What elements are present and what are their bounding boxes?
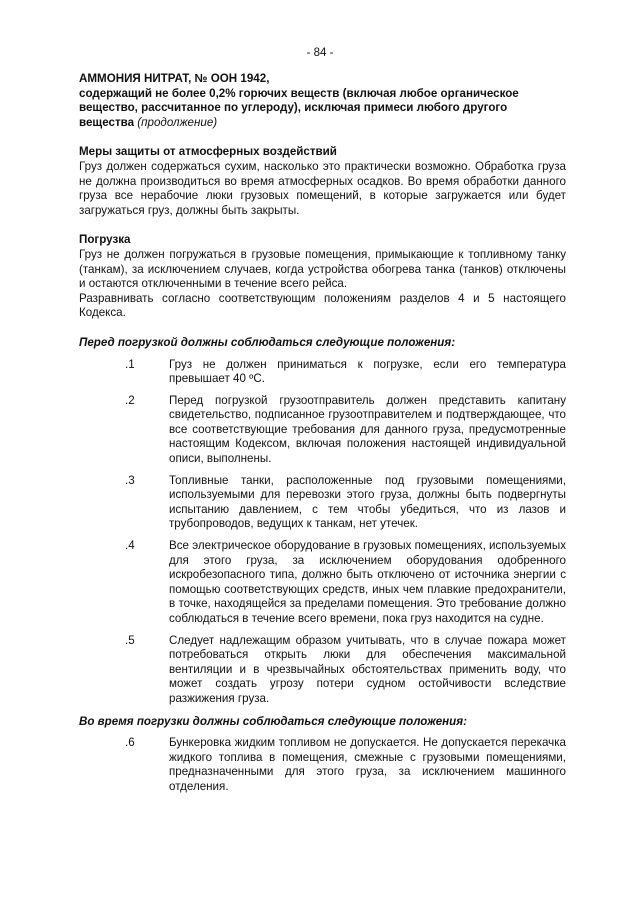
weather-text: Груз должен содержаться сухим, насколько это практически возможно. Обработка груза не должна производиться во время атмосферных осадков. Во время обработки данного груза все нерабочие люки грузовых помещений, в которые загружается или будет загружаться груз, должны быть закрыты. bbox=[79, 159, 566, 217]
item-text: Следует надлежащим образом учитывать, что в случае пожара может потребоваться открыть люки для обеспечения максимальной вентиляции и в чрезвычайных обстоятельствах применить воду, что может создать угрозу потери судном остойчивости вследствие разжижения груза. bbox=[169, 633, 566, 705]
list-item bbox=[79, 539, 566, 627]
item-number: .3 bbox=[125, 473, 135, 487]
weather-heading: Меры защиты от атмосферных воздействий bbox=[79, 145, 337, 159]
weather-section bbox=[79, 145, 566, 218]
list-item bbox=[79, 358, 566, 387]
loading-text-1: Груз не должен погружаться в грузовые помещения, примыкающие к топливному танку (танкам), за исключением случаев, когда устройства обогрева танка (танков) отключены и остаются отключенными в течение всего рейса. bbox=[79, 247, 566, 291]
page-content bbox=[79, 72, 566, 802]
loading-heading: Погрузка bbox=[79, 233, 131, 247]
item-number: .4 bbox=[125, 539, 135, 553]
title-line-4-text: вещества bbox=[79, 115, 135, 129]
list-item bbox=[79, 394, 566, 467]
title-continued: (продолжение) bbox=[137, 115, 218, 129]
during-loading-heading: Во время погрузки должны соблюдаться следующие положения: bbox=[79, 714, 467, 728]
item-text: Перед погрузкой грузоотправитель должен представить капитану свидетельство, подписанное грузоотправителем и подтверждающее, что все соответствующие требования для данного груза, предусмотренные настоящим Кодексом, включая положения настоящей индивидуальной описи, выполнены. bbox=[169, 393, 566, 466]
item-text: Бункеровка жидким топливом не допускается. Не допускается перекачка жидкого топлива в помещения, смежные с грузовыми помещениями, предназначенными для этого груза, за исключением машинного отделения. bbox=[169, 736, 566, 793]
item-text: Все электрическое оборудование в грузовых помещениях, используемых для этого груза, за исключением оборудования одобренного искробезопасного типа, должно быть отключено от источника энергии с помощью соответствующих средств, иных чем плавкие предохранители, в точке, находящейся за пределами помещения. Это требование должно соблюдаться в течение всего времени, пока груз находится на судне. bbox=[169, 539, 566, 625]
item-number: .6 bbox=[125, 736, 135, 750]
list-item bbox=[79, 736, 566, 794]
title-line-1: АММОНИЯ НИТРАТ, № ООН 1942, bbox=[79, 72, 270, 85]
item-text: Груз не должен приниматься к погрузке, если его температура превышает 40 ºC. bbox=[169, 357, 566, 386]
during-loading-list bbox=[79, 736, 566, 794]
item-number: .2 bbox=[125, 393, 135, 407]
item-number: .5 bbox=[125, 633, 135, 647]
loading-text-2: Разравнивать согласно соответствующим положениям разделов 4 и 5 настоящего Кодекса. bbox=[79, 291, 566, 320]
cargo-title bbox=[79, 72, 566, 130]
title-line-2: содержащий не более 0,2% горючих веществ (включая любое органическое bbox=[79, 86, 519, 100]
list-item bbox=[79, 474, 566, 532]
before-loading-list bbox=[79, 358, 566, 707]
before-loading-heading: Перед погрузкой должны соблюдаться следующие положения: bbox=[79, 335, 456, 349]
item-number: .1 bbox=[125, 357, 135, 371]
loading-section bbox=[79, 233, 566, 321]
list-item bbox=[79, 634, 566, 707]
item-text: Топливные танки, расположенные под грузовыми помещениями, используемыми для перевозки этого груза, должны быть подвергнуты испытанию давлением, с тем чтобы убедиться, что из лазов и трубопроводов, ведущих к танкам, нет утечек. bbox=[169, 473, 566, 531]
title-line-4 bbox=[79, 116, 566, 131]
title-line-3: вещество, рассчитанное по углероду), исключая примеси любого другого bbox=[79, 101, 508, 115]
page-number: - 84 - bbox=[306, 47, 334, 59]
